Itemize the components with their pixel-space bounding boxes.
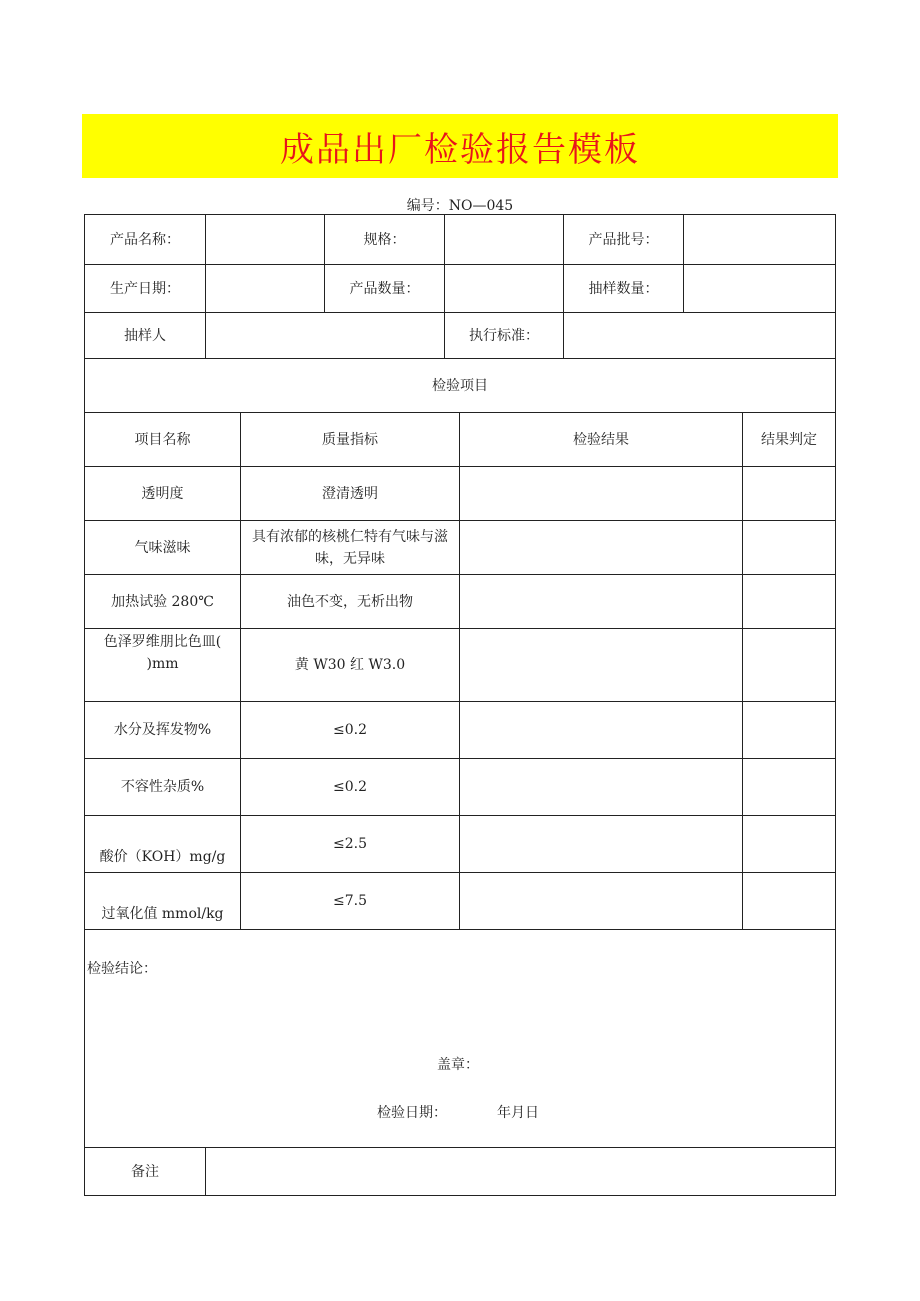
item-result[interactable] <box>459 815 743 873</box>
report-table <box>84 214 836 1196</box>
page-title: 成品出厂检验报告模板 <box>280 129 640 170</box>
item-result[interactable] <box>459 574 743 629</box>
item-spec <box>240 520 460 575</box>
title-banner <box>82 114 838 178</box>
column-header: 质量指标 <box>240 412 460 467</box>
item-verdict[interactable] <box>742 520 836 575</box>
remarks-input[interactable] <box>205 1147 836 1196</box>
inspection-date-label: 检验日期： <box>377 1105 447 1121</box>
item-name <box>84 628 241 702</box>
label-production-date: 生产日期： <box>84 264 206 313</box>
item-name: 透明度 <box>84 466 241 521</box>
label-quantity: 产品数量： <box>324 264 445 313</box>
input-standard[interactable] <box>563 312 836 359</box>
item-name: 气味滋味 <box>84 520 241 575</box>
item-name: 过氧化值 mmol/kg <box>84 872 241 930</box>
item-verdict[interactable] <box>742 815 836 873</box>
input-sample-qty[interactable] <box>683 264 836 313</box>
item-verdict[interactable] <box>742 574 836 629</box>
item-verdict[interactable] <box>742 758 836 816</box>
input-spec[interactable] <box>444 214 564 265</box>
label-sampler: 抽样人 <box>84 312 206 359</box>
item-result[interactable] <box>459 628 743 702</box>
item-verdict[interactable] <box>742 466 836 521</box>
item-result[interactable] <box>459 758 743 816</box>
item-verdict[interactable] <box>742 701 836 759</box>
label-sample-qty: 抽样数量： <box>563 264 684 313</box>
item-spec: ≤7.5 <box>240 872 460 930</box>
item-verdict[interactable] <box>742 872 836 930</box>
item-result[interactable] <box>459 520 743 575</box>
item-spec: 澄清透明 <box>240 466 460 521</box>
label-product-name: 产品名称： <box>84 214 206 265</box>
document-number <box>0 195 920 215</box>
conclusion-label: 检验结论： <box>87 961 157 977</box>
item-spec: ≤2.5 <box>240 815 460 873</box>
input-batch-no[interactable] <box>683 214 836 265</box>
item-result[interactable] <box>459 466 743 521</box>
item-spec: ≤0.2 <box>240 701 460 759</box>
conclusion-section <box>84 929 836 1148</box>
column-header: 检验结果 <box>459 412 743 467</box>
section-title: 检验项目 <box>84 358 836 413</box>
label-batch-no: 产品批号： <box>563 214 684 265</box>
item-result[interactable] <box>459 701 743 759</box>
item-name-line: 色泽罗维朋比色皿( <box>103 634 222 650</box>
item-spec-line: 具有浓郁的核桃仁特有气味与滋 <box>252 528 448 545</box>
input-sampler[interactable] <box>205 312 445 359</box>
label-spec: 规格： <box>324 214 445 265</box>
label-standard: 执行标准： <box>444 312 564 359</box>
item-spec-line: 味，无异味 <box>315 550 385 567</box>
item-name: 不容性杂质% <box>84 758 241 816</box>
input-production-date[interactable] <box>205 264 325 313</box>
item-result[interactable] <box>459 872 743 930</box>
column-header: 结果判定 <box>742 412 836 467</box>
input-product-name[interactable] <box>205 214 325 265</box>
item-verdict[interactable] <box>742 628 836 702</box>
stamp-label: 盖章： <box>437 1057 479 1073</box>
input-quantity[interactable] <box>444 264 564 313</box>
item-name: 酸价（KOH）mg/g <box>84 815 241 873</box>
item-spec: 黄 W30 红 W3.0 <box>240 628 460 702</box>
item-name: 加热试验 280℃ <box>84 574 241 629</box>
item-spec: 油色不变，无析出物 <box>240 574 460 629</box>
document-number-text: 编号：NO—045 <box>406 198 514 214</box>
inspection-date-value: 年月日 <box>497 1105 539 1121</box>
item-name: 水分及挥发物% <box>84 701 241 759</box>
item-spec: ≤0.2 <box>240 758 460 816</box>
column-header: 项目名称 <box>84 412 241 467</box>
item-name-line: )mm <box>146 656 179 672</box>
remarks-label: 备注 <box>84 1147 206 1196</box>
